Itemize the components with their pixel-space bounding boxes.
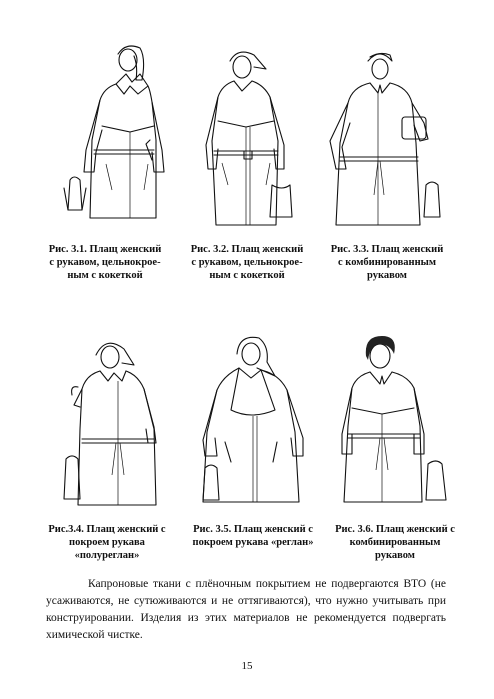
body-paragraph: Капроновые ткани с плёночным покрытием не подвергаются ВТО (не усаживаются, не сутюживаются и не оттягиваются), что нужно учитывать при конструировании. Изделия из этих материалов не рекомендуется подвергать химической чистке. [46,578,446,641]
page-number: 15 [241,660,253,672]
figure-3-1-illustration [60,40,170,235]
figure-3-1-caption: Рис. 3.1. Плащ женский с рукавом, цельнокрое- ным с кокеткой [48,244,162,281]
figure-3-6-caption: Рис. 3.6. Плащ женский с комбинированным рукавом [335,524,455,561]
figure-3-2-caption: Рис. 3.2. Плащ женский с рукавом, цельнокрое- ным с кокеткой [190,244,304,281]
figure-3-3-caption: Рис. 3.3. Плащ женский с комбинированным рукавом [330,244,444,281]
figure-3-5-illustration [195,332,315,512]
figure-3-2-illustration [200,45,300,235]
figure-3-6-illustration [330,330,455,510]
figure-3-4-caption: Рис.3.4. Плащ женский с покроем рукава «полуреглан» [48,524,166,561]
figure-3-4-illustration [60,335,180,510]
body-paragraph-container [46,576,446,644]
figure-3-5-caption: Рис. 3.5. Плащ женский с покроем рукава «реглан» [192,524,314,548]
figure-3-3-illustration [320,45,450,235]
